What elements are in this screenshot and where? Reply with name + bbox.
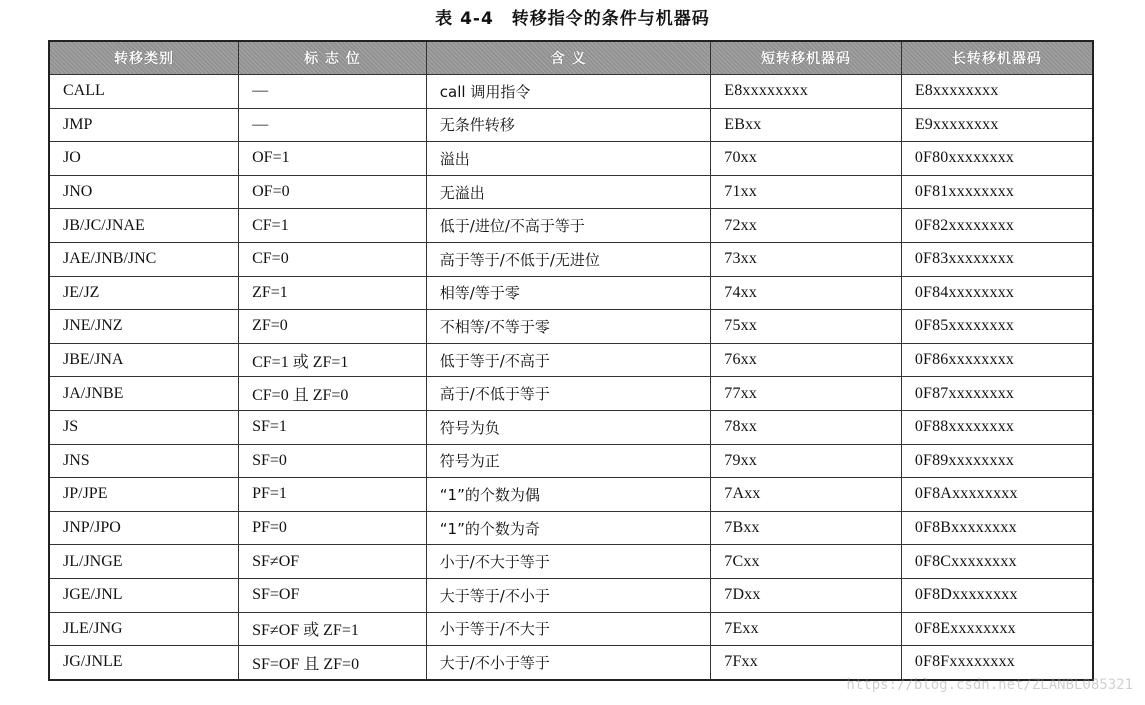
flags-cell: OF=0 xyxy=(239,175,427,209)
meaning-cell: call 调用指令 xyxy=(426,75,710,109)
instruction-cell: JGE/JNL xyxy=(49,578,239,612)
short-opcode-cell: 73xx xyxy=(711,242,902,276)
long-opcode-cell: 0F8Fxxxxxxxx xyxy=(901,646,1093,680)
long-opcode-cell: 0F8Exxxxxxxx xyxy=(901,612,1093,646)
table-row xyxy=(49,108,1093,142)
short-opcode-cell: 7Dxx xyxy=(711,578,902,612)
header-row xyxy=(49,41,1093,75)
flags-cell: SF=0 xyxy=(239,444,427,478)
short-opcode-cell: 72xx xyxy=(711,209,902,243)
table-row xyxy=(49,478,1093,512)
instruction-cell: JNS xyxy=(49,444,239,478)
flags-cell: SF=OF xyxy=(239,578,427,612)
short-opcode-cell: 75xx xyxy=(711,310,902,344)
long-opcode-cell: 0F8Bxxxxxxxx xyxy=(901,511,1093,545)
table-row xyxy=(49,242,1093,276)
table-row xyxy=(49,310,1093,344)
flags-cell: CF=1 xyxy=(239,209,427,243)
flags-cell: — xyxy=(239,108,427,142)
meaning-cell: 小于/不大于等于 xyxy=(426,545,710,579)
short-opcode-cell: 70xx xyxy=(711,142,902,176)
instruction-cell: JS xyxy=(49,410,239,444)
table-title: 表 4-4 转移指令的条件与机器码 xyxy=(435,9,710,29)
instruction-cell: JNP/JPO xyxy=(49,511,239,545)
table-row xyxy=(49,612,1093,646)
instruction-cell: JMP xyxy=(49,108,239,142)
short-opcode-cell: EBxx xyxy=(711,108,902,142)
table-row xyxy=(49,142,1093,176)
meaning-cell: 小于等于/不大于 xyxy=(426,612,710,646)
flags-cell: OF=1 xyxy=(239,142,427,176)
long-opcode-cell: 0F89xxxxxxxx xyxy=(901,444,1093,478)
long-opcode-cell: 0F83xxxxxxxx xyxy=(901,242,1093,276)
table-row xyxy=(49,578,1093,612)
meaning-cell: 大于等于/不小于 xyxy=(426,578,710,612)
short-opcode-cell: 7Cxx xyxy=(711,545,902,579)
flags-cell: SF≠OF xyxy=(239,545,427,579)
column-header-flags: 标 志 位 xyxy=(239,41,427,75)
short-opcode-cell: 77xx xyxy=(711,377,902,411)
meaning-cell: 溢出 xyxy=(426,142,710,176)
long-opcode-cell: 0F8Dxxxxxxxx xyxy=(901,578,1093,612)
short-opcode-cell: 78xx xyxy=(711,410,902,444)
meaning-cell: 符号为正 xyxy=(426,444,710,478)
column-header-meaning: 含 义 xyxy=(426,41,710,75)
meaning-cell: “1”的个数为奇 xyxy=(426,511,710,545)
column-header-long-opcode: 长转移机器码 xyxy=(901,41,1093,75)
flags-cell: CF=1 或 ZF=1 xyxy=(239,343,427,377)
instruction-cell: JB/JC/JNAE xyxy=(49,209,239,243)
long-opcode-cell: 0F82xxxxxxxx xyxy=(901,209,1093,243)
flags-cell: SF=OF 且 ZF=0 xyxy=(239,646,427,680)
flags-cell: ZF=0 xyxy=(239,310,427,344)
short-opcode-cell: 76xx xyxy=(711,343,902,377)
flags-cell: SF≠OF 或 ZF=1 xyxy=(239,612,427,646)
long-opcode-cell: 0F86xxxxxxxx xyxy=(901,343,1093,377)
long-opcode-cell: 0F84xxxxxxxx xyxy=(901,276,1093,310)
table-row xyxy=(49,175,1093,209)
column-header-short-opcode: 短转移机器码 xyxy=(711,41,902,75)
table-row xyxy=(49,444,1093,478)
table-row xyxy=(49,343,1093,377)
meaning-cell: 不相等/不等于零 xyxy=(426,310,710,344)
meaning-cell: 大于/不小于等于 xyxy=(426,646,710,680)
meaning-cell: 高于等于/不低于/无进位 xyxy=(426,242,710,276)
meaning-cell: 低于等于/不高于 xyxy=(426,343,710,377)
meaning-cell: 无条件转移 xyxy=(426,108,710,142)
meaning-cell: 高于/不低于等于 xyxy=(426,377,710,411)
instruction-cell: JG/JNLE xyxy=(49,646,239,680)
table-row xyxy=(49,545,1093,579)
meaning-cell: 相等/等于零 xyxy=(426,276,710,310)
long-opcode-cell: 0F8Cxxxxxxxx xyxy=(901,545,1093,579)
short-opcode-cell: 71xx xyxy=(711,175,902,209)
long-opcode-cell: 0F87xxxxxxxx xyxy=(901,377,1093,411)
meaning-cell: 无溢出 xyxy=(426,175,710,209)
flags-cell: SF=1 xyxy=(239,410,427,444)
table-row xyxy=(49,377,1093,411)
meaning-cell: 符号为负 xyxy=(426,410,710,444)
flags-cell: CF=0 且 ZF=0 xyxy=(239,377,427,411)
flags-cell: ZF=1 xyxy=(239,276,427,310)
short-opcode-cell: 7Exx xyxy=(711,612,902,646)
flags-cell: PF=0 xyxy=(239,511,427,545)
jump-instruction-table xyxy=(48,40,1094,681)
table-row xyxy=(49,410,1093,444)
short-opcode-cell: 74xx xyxy=(711,276,902,310)
instruction-cell: JLE/JNG xyxy=(49,612,239,646)
flags-cell: CF=0 xyxy=(239,242,427,276)
meaning-cell: “1”的个数为偶 xyxy=(426,478,710,512)
long-opcode-cell: E9xxxxxxxx xyxy=(901,108,1093,142)
instruction-cell: JAE/JNB/JNC xyxy=(49,242,239,276)
table-row xyxy=(49,276,1093,310)
table-row xyxy=(49,75,1093,109)
table-row xyxy=(49,511,1093,545)
watermark: https://blog.csdn.net/ZLANBL085321 xyxy=(846,677,1133,693)
long-opcode-cell: 0F85xxxxxxxx xyxy=(901,310,1093,344)
table-row xyxy=(49,646,1093,680)
instruction-cell: JBE/JNA xyxy=(49,343,239,377)
long-opcode-cell: E8xxxxxxxx xyxy=(901,75,1093,109)
instruction-cell: JNO xyxy=(49,175,239,209)
instruction-cell: JA/JNBE xyxy=(49,377,239,411)
short-opcode-cell: 79xx xyxy=(711,444,902,478)
instruction-cell: JNE/JNZ xyxy=(49,310,239,344)
flags-cell: PF=1 xyxy=(239,478,427,512)
instruction-cell: JE/JZ xyxy=(49,276,239,310)
long-opcode-cell: 0F8Axxxxxxxx xyxy=(901,478,1093,512)
short-opcode-cell: 7Fxx xyxy=(711,646,902,680)
instruction-cell: JO xyxy=(49,142,239,176)
long-opcode-cell: 0F81xxxxxxxx xyxy=(901,175,1093,209)
long-opcode-cell: 0F80xxxxxxxx xyxy=(901,142,1093,176)
short-opcode-cell: 7Bxx xyxy=(711,511,902,545)
short-opcode-cell: E8xxxxxxxx xyxy=(711,75,902,109)
table-row xyxy=(49,209,1093,243)
meaning-cell: 低于/进位/不高于等于 xyxy=(426,209,710,243)
instruction-cell: CALL xyxy=(49,75,239,109)
flags-cell: — xyxy=(239,75,427,109)
long-opcode-cell: 0F88xxxxxxxx xyxy=(901,410,1093,444)
instruction-cell: JP/JPE xyxy=(49,478,239,512)
column-header-jump-type: 转移类别 xyxy=(49,41,239,75)
instruction-cell: JL/JNGE xyxy=(49,545,239,579)
short-opcode-cell: 7Axx xyxy=(711,478,902,512)
table-body xyxy=(49,75,1093,680)
